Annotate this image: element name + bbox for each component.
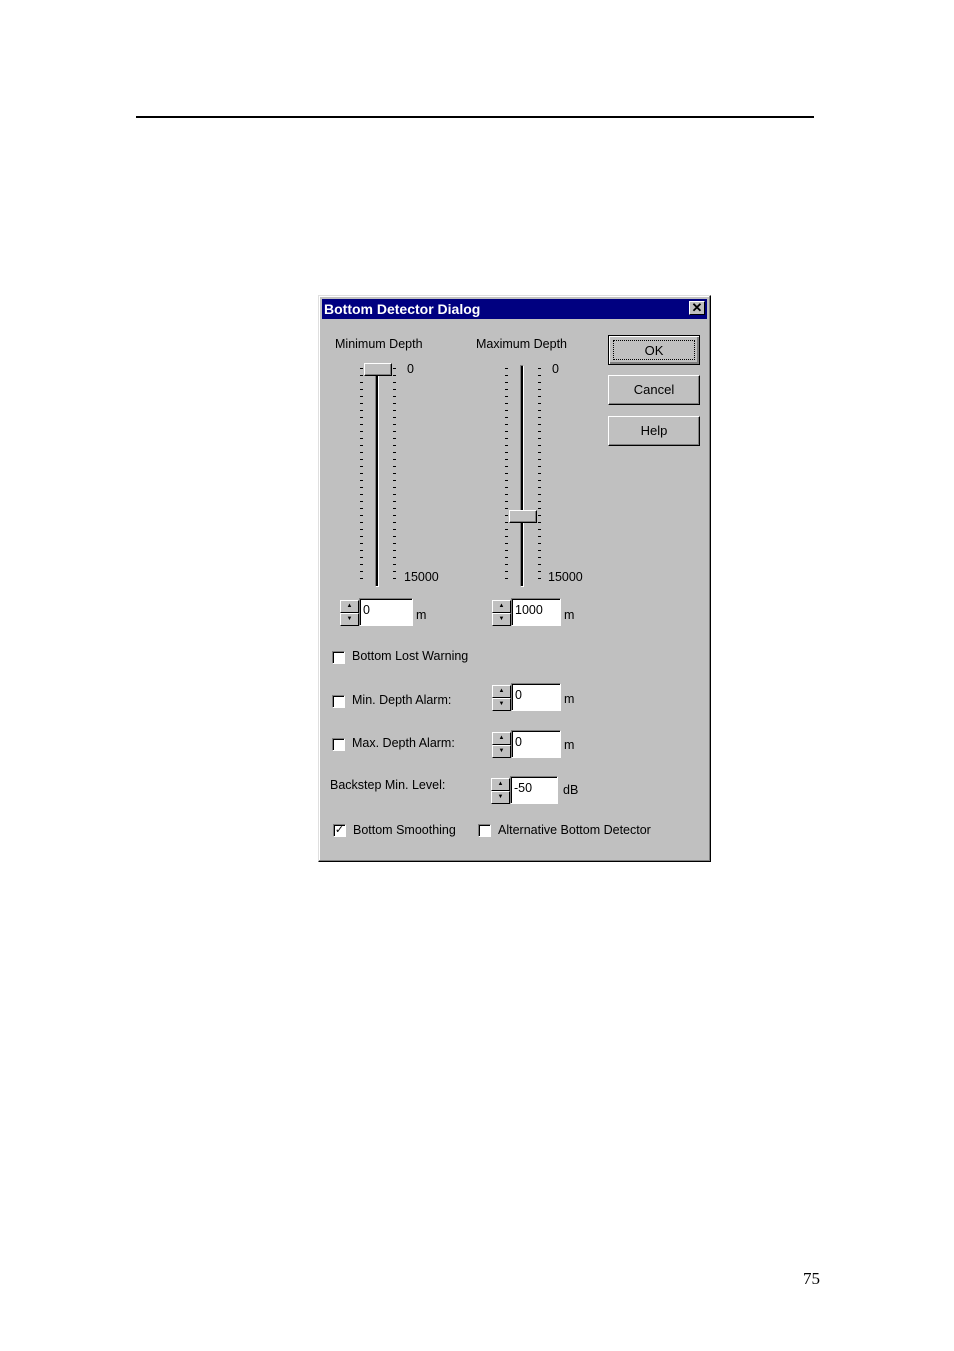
ok-button[interactable] xyxy=(608,335,700,365)
bottom-detector-dialog xyxy=(318,295,711,862)
max-depth-unit: m xyxy=(564,608,575,622)
min-depth-field[interactable]: 0 xyxy=(359,598,413,626)
page-number: 75 xyxy=(803,1269,820,1288)
bottom-lost-warning-label: Bottom Lost Warning xyxy=(352,649,469,663)
max-depth-ticks-left xyxy=(505,368,508,584)
header-rule xyxy=(136,116,814,118)
spin-up-icon[interactable]: ▲ xyxy=(492,600,511,613)
spin-up-icon[interactable]: ▲ xyxy=(340,600,359,613)
alternative-bottom-detector-label: Alternative Bottom Detector xyxy=(498,823,651,837)
max-depth-field[interactable]: 1000 xyxy=(511,598,561,626)
max-depth-alarm-spinner[interactable] xyxy=(492,732,511,758)
ok-label: OK xyxy=(613,340,695,360)
checkmark-icon: ✓ xyxy=(334,824,345,836)
max-depth-alarm-unit: m xyxy=(564,738,575,752)
min-depth-alarm-unit: m xyxy=(564,692,575,706)
spin-down-icon[interactable]: ▼ xyxy=(492,698,511,711)
minimum-depth-label: Minimum Depth xyxy=(335,337,423,351)
backstep-unit: dB xyxy=(563,783,579,797)
backstep-field[interactable]: -50 xyxy=(510,776,558,804)
max-depth-spinner[interactable] xyxy=(492,600,511,626)
max-depth-scale-min: 0 xyxy=(552,362,559,376)
help-button[interactable]: Help xyxy=(608,416,700,446)
min-depth-alarm-checkbox[interactable] xyxy=(332,695,345,708)
max-depth-scale-max: 15000 xyxy=(548,570,583,584)
min-depth-ticks-left xyxy=(360,368,363,584)
backstep-min-level-label: Backstep Min. Level: xyxy=(330,778,446,792)
dialog-title: Bottom Detector Dialog xyxy=(324,301,481,317)
bottom-smoothing-label: Bottom Smoothing xyxy=(353,823,456,837)
max-depth-slider-track[interactable] xyxy=(520,365,524,587)
spin-up-icon[interactable]: ▲ xyxy=(492,685,511,698)
spin-down-icon[interactable]: ▼ xyxy=(340,613,359,626)
max-depth-ticks-right xyxy=(538,368,541,584)
title-bar[interactable] xyxy=(322,299,707,319)
min-depth-slider-thumb[interactable] xyxy=(364,363,392,376)
cancel-button[interactable]: Cancel xyxy=(608,375,700,405)
close-button[interactable] xyxy=(689,301,705,315)
max-depth-alarm-label: Max. Depth Alarm: xyxy=(352,736,455,750)
backstep-spinner[interactable] xyxy=(491,778,510,804)
max-depth-slider-thumb[interactable] xyxy=(509,510,537,523)
min-depth-scale-min: 0 xyxy=(407,362,414,376)
min-depth-unit: m xyxy=(416,608,427,622)
max-depth-alarm-checkbox[interactable] xyxy=(332,738,345,751)
spin-down-icon[interactable]: ▼ xyxy=(492,745,511,758)
max-depth-alarm-field[interactable]: 0 xyxy=(511,730,561,758)
min-depth-spinner[interactable] xyxy=(340,600,359,626)
min-depth-alarm-field[interactable]: 0 xyxy=(511,683,561,711)
min-depth-alarm-spinner[interactable] xyxy=(492,685,511,711)
spin-down-icon[interactable]: ▼ xyxy=(491,791,510,804)
min-depth-scale-max: 15000 xyxy=(404,570,439,584)
bottom-lost-warning-checkbox[interactable] xyxy=(332,651,345,664)
close-icon: ✕ xyxy=(691,300,703,315)
min-depth-ticks-right xyxy=(393,368,396,584)
maximum-depth-label: Maximum Depth xyxy=(476,337,567,351)
min-depth-slider-track[interactable] xyxy=(375,365,379,587)
min-depth-alarm-label: Min. Depth Alarm: xyxy=(352,693,452,707)
bottom-smoothing-checkbox[interactable] xyxy=(333,824,346,837)
alternative-bottom-detector-checkbox[interactable] xyxy=(478,824,491,837)
spin-up-icon[interactable]: ▲ xyxy=(492,732,511,745)
spin-up-icon[interactable]: ▲ xyxy=(491,778,510,791)
spin-down-icon[interactable]: ▼ xyxy=(492,613,511,626)
